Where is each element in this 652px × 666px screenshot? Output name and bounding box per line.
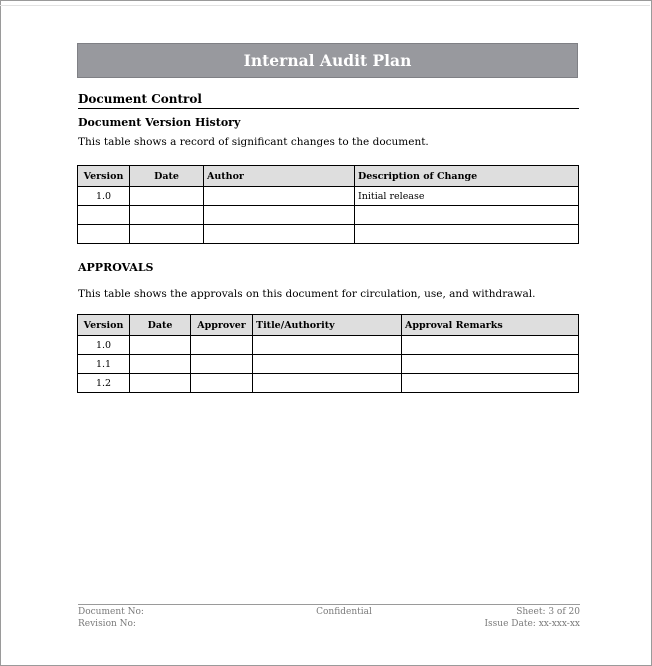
footer-revision-no: Revision No: [78, 619, 136, 629]
title-authority-cell [253, 355, 402, 374]
approvals-heading: APPROVALS [78, 261, 154, 274]
table-row [78, 187, 579, 206]
version-history-table [77, 165, 579, 244]
column-header-approval-remarks: Approval Remarks [402, 315, 579, 336]
section-heading-document-control: Document Control [78, 92, 579, 109]
approval-remarks-cell [402, 374, 579, 393]
table-row [78, 336, 579, 355]
version-cell: 1.2 [78, 374, 130, 393]
column-header-version: Version [78, 315, 130, 336]
approver-cell [191, 336, 253, 355]
table-row [78, 206, 579, 225]
date-cell [130, 187, 204, 206]
table-header-row [78, 315, 579, 336]
version-cell: 1.0 [78, 336, 130, 355]
approval-remarks-cell [402, 355, 579, 374]
column-header-version: Version [78, 166, 130, 187]
date-cell [130, 355, 191, 374]
column-header-date: Date [130, 315, 191, 336]
column-header-date: Date [130, 166, 204, 187]
column-header-author: Author [204, 166, 355, 187]
title-authority-cell [253, 336, 402, 355]
column-header-description: Description of Change [355, 166, 579, 187]
title-authority-cell [253, 374, 402, 393]
description-cell [355, 206, 579, 225]
version-cell [78, 206, 130, 225]
description-cell [355, 225, 579, 244]
approver-cell [191, 355, 253, 374]
version-cell: 1.1 [78, 355, 130, 374]
approvals-description: This table shows the approvals on this document for circulation, use, and withdrawal. [78, 288, 536, 300]
footer-issue-date: Issue Date: xx-xxx-xx [484, 619, 580, 629]
approval-remarks-cell [402, 336, 579, 355]
author-cell [204, 206, 355, 225]
table-row [78, 374, 579, 393]
table-row [78, 355, 579, 374]
footer-sheet-number: Sheet: 3 of 20 [516, 607, 580, 617]
version-cell: 1.0 [78, 187, 130, 206]
date-cell [130, 374, 191, 393]
author-cell [204, 187, 355, 206]
date-cell [130, 336, 191, 355]
author-cell [204, 225, 355, 244]
footer-divider [78, 604, 580, 605]
version-cell [78, 225, 130, 244]
date-cell [130, 206, 204, 225]
document-title: Internal Audit Plan [243, 51, 412, 70]
version-history-description: This table shows a record of significant changes to the document. [78, 136, 429, 148]
column-header-approver: Approver [191, 315, 253, 336]
document-title-banner [77, 43, 578, 78]
footer-confidential: Confidential [316, 607, 372, 617]
date-cell [130, 225, 204, 244]
version-history-heading: Document Version History [78, 116, 241, 129]
footer-document-no: Document No: [78, 607, 144, 617]
approver-cell [191, 374, 253, 393]
table-header-row [78, 166, 579, 187]
description-cell: Initial release [355, 187, 579, 206]
top-divider [0, 5, 650, 6]
column-header-title-authority: Title/Authority [253, 315, 402, 336]
table-row [78, 225, 579, 244]
approvals-table [77, 314, 579, 393]
